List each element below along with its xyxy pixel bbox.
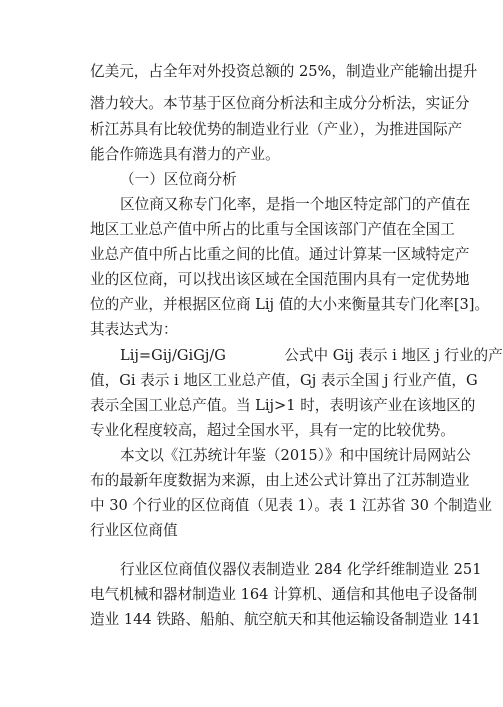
section-heading: （一）区位商分析 xyxy=(120,171,237,188)
text-line: 亿美元，占全年对外投资总额的 25%，制造业产能输出提升 xyxy=(90,63,478,80)
text-line: 值，Gi 表示 i 地区工业总产值，Gj 表示全国 j 行业产值，G xyxy=(90,372,478,389)
text-line: 地区工业总产值中所占的比重与全国该部门产值在全国工 xyxy=(90,221,455,238)
text-line: 电气机械和器材制造业 164 计算机、通信和其他电子设备制 xyxy=(90,586,478,603)
text-line: 能合作筛选具有潜力的产业。 xyxy=(90,146,280,163)
text-line: 专业化程度较高，超过全国水平，具有一定的比较优势。 xyxy=(90,422,455,439)
text-line: 行业区位商值 xyxy=(90,522,178,539)
text-line: 其表达式为： xyxy=(90,321,178,338)
text-line: 布的最新年度数据为来源，由上述公式计算出了江苏制造业 xyxy=(90,472,470,489)
text-line: 业总产值中所占比重之间的比值。通过计算某一区域特定产 xyxy=(90,246,470,263)
text-line: 业的区位商，可以找出该区域在全国范围内具有一定优势地 xyxy=(90,271,470,288)
formula-line: Lij=Gij/GiGj/G 公式中 Gij 表示 i 地区 j 行业的产 xyxy=(120,347,503,364)
text-line: 本文以《江苏统计年鉴（2015）》和中国统计局网站公 xyxy=(120,447,471,464)
text-line: 中 30 个行业的区位商值（见表 1）。表 1 江苏省 30 个制造业 xyxy=(90,497,492,514)
text-line: 潜力较大。本节基于区位商分析法和主成分分析法，实证分 xyxy=(90,95,470,112)
text-line: 析江苏具有比较优势的制造业行业（产业），为推进国际产 xyxy=(90,121,463,138)
text-line: 位的产业，并根据区位商 Lij 值的大小来衡量其专门化率[3]。 xyxy=(90,296,490,313)
text-line: 造业 144 铁路、船舶、航空航天和其他运输设备制造业 141 xyxy=(90,611,481,628)
text-line: 表示全国工业总产值。当 Lij>1 时，表明该产业在该地区的 xyxy=(90,397,476,414)
text-line: 区位商又称专门化率，是指一个地区特定部门的产值在 xyxy=(120,196,471,213)
text-line: 行业区位商值仪器仪表制造业 284 化学纤维制造业 251 xyxy=(120,561,482,578)
